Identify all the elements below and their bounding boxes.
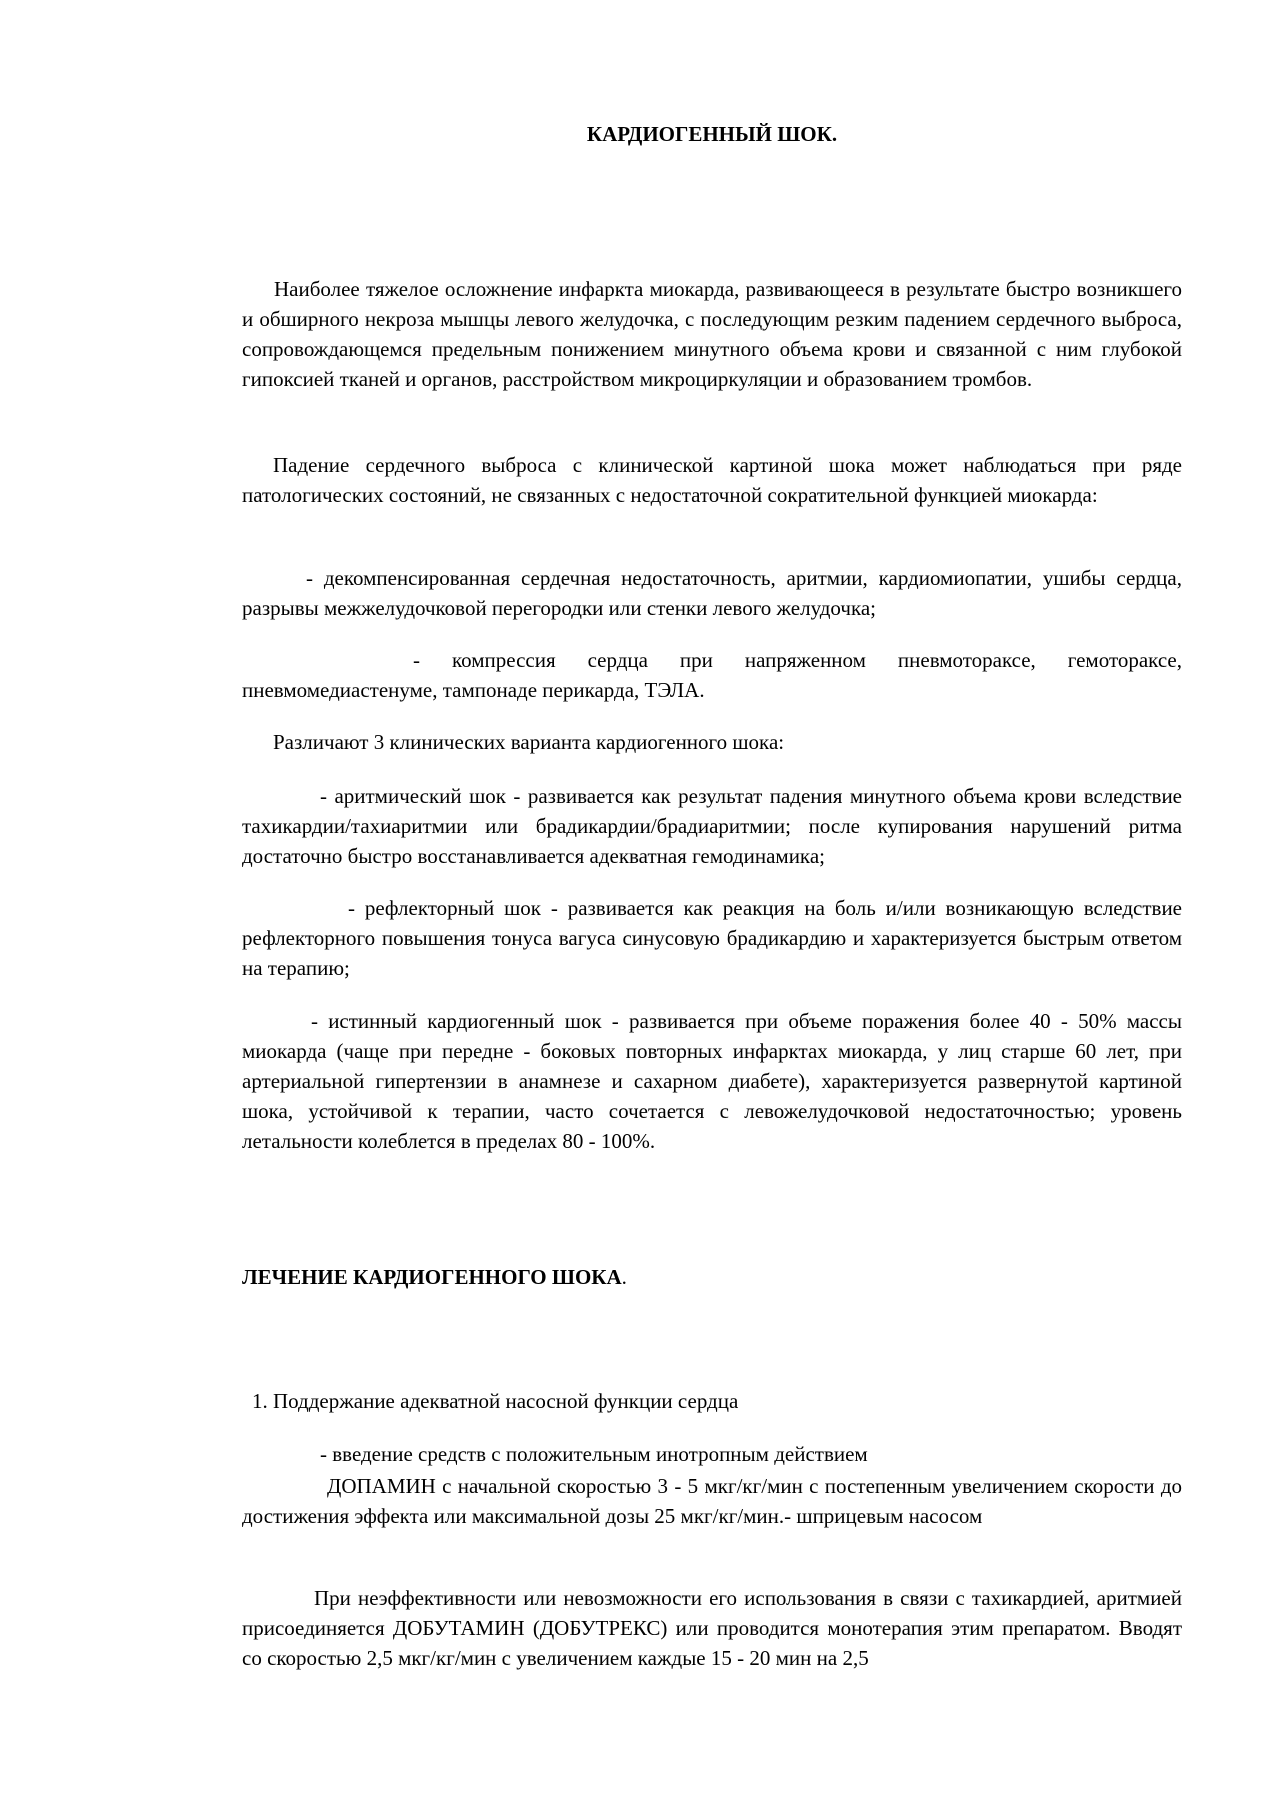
paragraph-definition: Наиболее тяжелое осложнение инфаркта миокарда, развивающееся в результате быстро возникшего и обширного некроза мышцы левого желудочка, с последующим резким падением сердечного выброса, сопровождающемся предельным понижением минутного объема крови и связанной с ним глубокой гипоксией тканей и органов, расстройством микроциркуляции и образованием тромбов.: [242, 277, 1182, 391]
paragraph-dobutamine: При неэффективности или невозможности его использования в связи с тахикардией, аритмией присоединяется ДОБУТАМИН (ДОБУТРЕКС) или проводится монотерапия этим препаратом. Вводят со скоростью 2,5 мкг/кг/мин с увеличением каждые 15 - 20 мин на 2,5: [242, 1586, 1182, 1670]
paragraph-variant-true: - истинный кардиогенный шок - развивается при объеме поражения более 40 - 50% массы миокарда (чаще при передне - боковых повторных инфарктах миокарда, у лиц старше 60 лет, при артериальной гипертензии в анамнезе и сахарном диабете), характеризуется развернутой картиной шока, устойчивой к терапии, часто сочетается с левожелудочковой недостаточностью; уровень летальности колеблется в пределах 80 - 100%.: [242, 1009, 1182, 1153]
treatment-item-1-sub: - введение средств с положительным инотропным действием: [320, 1442, 868, 1466]
paragraph-cause-compression: - компрессия сердца при напряженном пневмотораксе, гемотораксе, пневмомедиастенуме, тампонаде перикарда, ТЭЛА.: [242, 648, 1182, 702]
treatment-heading-text: ЛЕЧЕНИЕ КАРДИОГЕННОГО ШОКА: [242, 1265, 622, 1289]
paragraph-cause-decompensation: - декомпенсированная сердечная недостаточность, аритмии, кардиомиопатии, ушибы сердца, разрывы межжелудочковой перегородки или стенки левого желудочка;: [242, 566, 1182, 620]
treatment-heading-period: .: [621, 1265, 627, 1289]
treatment-heading: [242, 1262, 627, 1292]
paragraph-causes-intro: Падение сердечного выброса с клинической картиной шока может наблюдаться при ряде патологических состояний, не связанных с недостаточной сократительной функцией миокарда:: [242, 453, 1182, 507]
paragraph-variant-arrhythmic: - аритмический шок - развивается как результат падения минутного объема крови вследствие тахикардии/тахиаритмии или брадикардии/брадиаритмии; после купирования нарушений ритма достаточно быстро восстанавливается адекватная гемодинамика;: [242, 784, 1182, 868]
paragraph-variant-reflex: - рефлекторный шок - развивается как реакция на боль и/или возникающую вследствие рефлекторного повышения тонуса вагуса синусовую брадикардию и характеризуется быстрым ответом на терапию;: [242, 896, 1182, 980]
paragraph-variants-intro: Различают 3 клинических варианта кардиогенного шока:: [273, 730, 785, 754]
page-title: КАРДИОГЕННЫЙ ШОК.: [586, 122, 838, 146]
treatment-item-1: 1. Поддержание адекватной насосной функции сердца: [252, 1389, 739, 1413]
paragraph-dopamine: ДОПАМИН с начальной скоростью 3 - 5 мкг/кг/мин с постепенным увеличением скорости до достижения эффекта или максимальной дозы 25 мкг/кг/мин.- шприцевым насосом: [242, 1474, 1182, 1528]
